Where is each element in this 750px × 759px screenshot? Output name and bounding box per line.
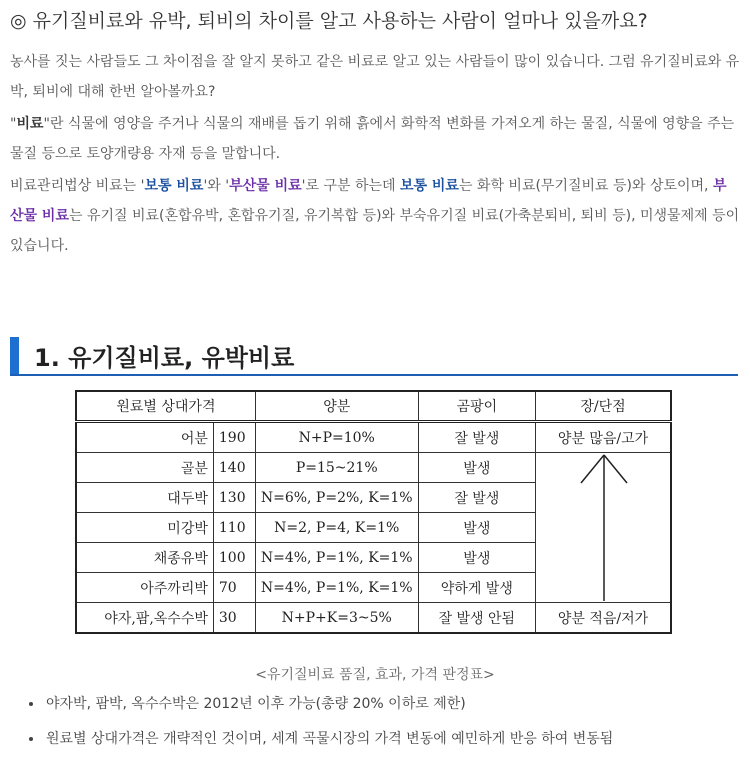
quote-mark: ": [10, 116, 17, 132]
mold-cell: 잘 발생 안됨: [418, 603, 535, 634]
price-cell: 70: [213, 573, 255, 603]
text-segment: 는 화학 비료(무기질비료 등)와 상토이며,: [458, 178, 713, 194]
mold-cell: 잘 발생: [418, 483, 535, 513]
text-segment: 비료관리법상 비료는 ': [10, 178, 145, 194]
table-row: [76, 422, 671, 453]
material-cell: 미강박: [76, 513, 213, 543]
price-cell: 190: [213, 422, 255, 453]
material-cell: 대두박: [76, 483, 213, 513]
material-cell: 아주까리박: [76, 573, 213, 603]
fertilizer-definition-paragraph: [10, 109, 740, 169]
mold-cell: 약하게 발생: [418, 573, 535, 603]
header-pros-cons: 장/단점: [536, 391, 671, 422]
nutrient-cell: N=2, P=4, K=1%: [255, 513, 418, 543]
price-cell: 140: [213, 453, 255, 483]
mold-cell: 잘 발생: [418, 422, 535, 453]
question-title: ◎ 유기질비료와 유박, 퇴비의 차이를 알고 사용하는 사람이 얼마나 있을까요?: [10, 10, 648, 32]
nutrient-cell: N+P+K=3~5%: [255, 603, 418, 634]
nutrient-cell: N=4%, P=1%, K=1%: [255, 573, 418, 603]
mold-cell: 발생: [418, 513, 535, 543]
material-cell: 채종유박: [76, 543, 213, 573]
notes-list: [22, 687, 613, 757]
term-fertilizer: 비료: [16, 116, 44, 132]
nutrient-cell: N+P=10%: [255, 422, 418, 453]
table-row: [76, 603, 671, 634]
fertilizer-classification-paragraph: [10, 171, 740, 261]
nutrient-cell: N=4%, P=1%, K=1%: [255, 543, 418, 573]
table-header-row: [76, 391, 671, 422]
price-cell: 100: [213, 543, 255, 573]
header-nutrient: 양분: [255, 391, 418, 422]
nutrient-cell: P=15~21%: [255, 453, 418, 483]
text-segment: '로 구분 하는데: [301, 178, 400, 194]
nutrient-cell: N=6%, P=2%, K=1%: [255, 483, 418, 513]
definition-text: "란 식물에 영양을 주거나 식물의 재배를 돕기 위해 흙에서 화학적 변화를 가져오게 하는 물질, 식물에 영향을 주는 물질 등으로 토양개량용 자재 등을 말합니다.: [10, 116, 735, 162]
up-arrow-icon: [536, 453, 672, 603]
section-heading: [10, 337, 738, 376]
list-item: • 야자박, 팜박, 옥수수박은 2012년 이후 가능(총량 20% 이하로 제한): [44, 687, 613, 722]
header-mold: 곰팡이: [418, 391, 535, 422]
term-byproduct-fertilizer: 부산물 비료: [10, 178, 727, 224]
section-accent-bar: [10, 337, 19, 374]
price-cell: 130: [213, 483, 255, 513]
term-byproduct-fertilizer: 부산물 비료: [229, 178, 302, 194]
pros-cons-cell: 양분 많음/고가: [536, 422, 671, 453]
text-segment: '와 ': [203, 178, 230, 194]
table-caption: <유기질비료 품질, 효과, 가격 판정표>: [255, 667, 495, 683]
material-cell: 야자,팜,옥수수박: [76, 603, 213, 634]
fertilizer-grade-table: [75, 390, 672, 634]
trend-arrow-cell: [536, 453, 671, 603]
table-row: [76, 453, 671, 483]
text-segment: 는 유기질 비료(혼합유박, 혼합유기질, 유기복합 등)와 부숙유기질 비료(가축분퇴비, 퇴비 등), 미생물제제 등이 있습니다.: [10, 208, 740, 254]
term-normal-fertilizer: 보통 비료: [144, 178, 204, 194]
intro-paragraph: 농사를 짓는 사람들도 그 차이점을 잘 알지 못하고 같은 비료로 알고 있는 사람들이 많이 있습니다. 그럼 유기질비료와 유박, 퇴비에 대해 한번 알아볼까요?: [10, 54, 740, 100]
price-cell: 30: [213, 603, 255, 634]
list-item: • 원료별 상대가격은 개략적인 것이며, 세계 곡물시장의 가격 변동에 예민하게 반응 하여 변동됨: [44, 722, 613, 757]
term-normal-fertilizer: 보통 비료: [399, 178, 459, 194]
price-cell: 110: [213, 513, 255, 543]
mold-cell: 발생: [418, 543, 535, 573]
section-title: 1. 유기질비료, 유박비료: [34, 344, 295, 372]
material-cell: 어분: [76, 422, 213, 453]
material-cell: 골분: [76, 453, 213, 483]
pros-cons-cell: 양분 적음/저가: [536, 603, 671, 634]
header-material-price: 원료별 상대가격: [76, 391, 255, 422]
mold-cell: 발생: [418, 453, 535, 483]
